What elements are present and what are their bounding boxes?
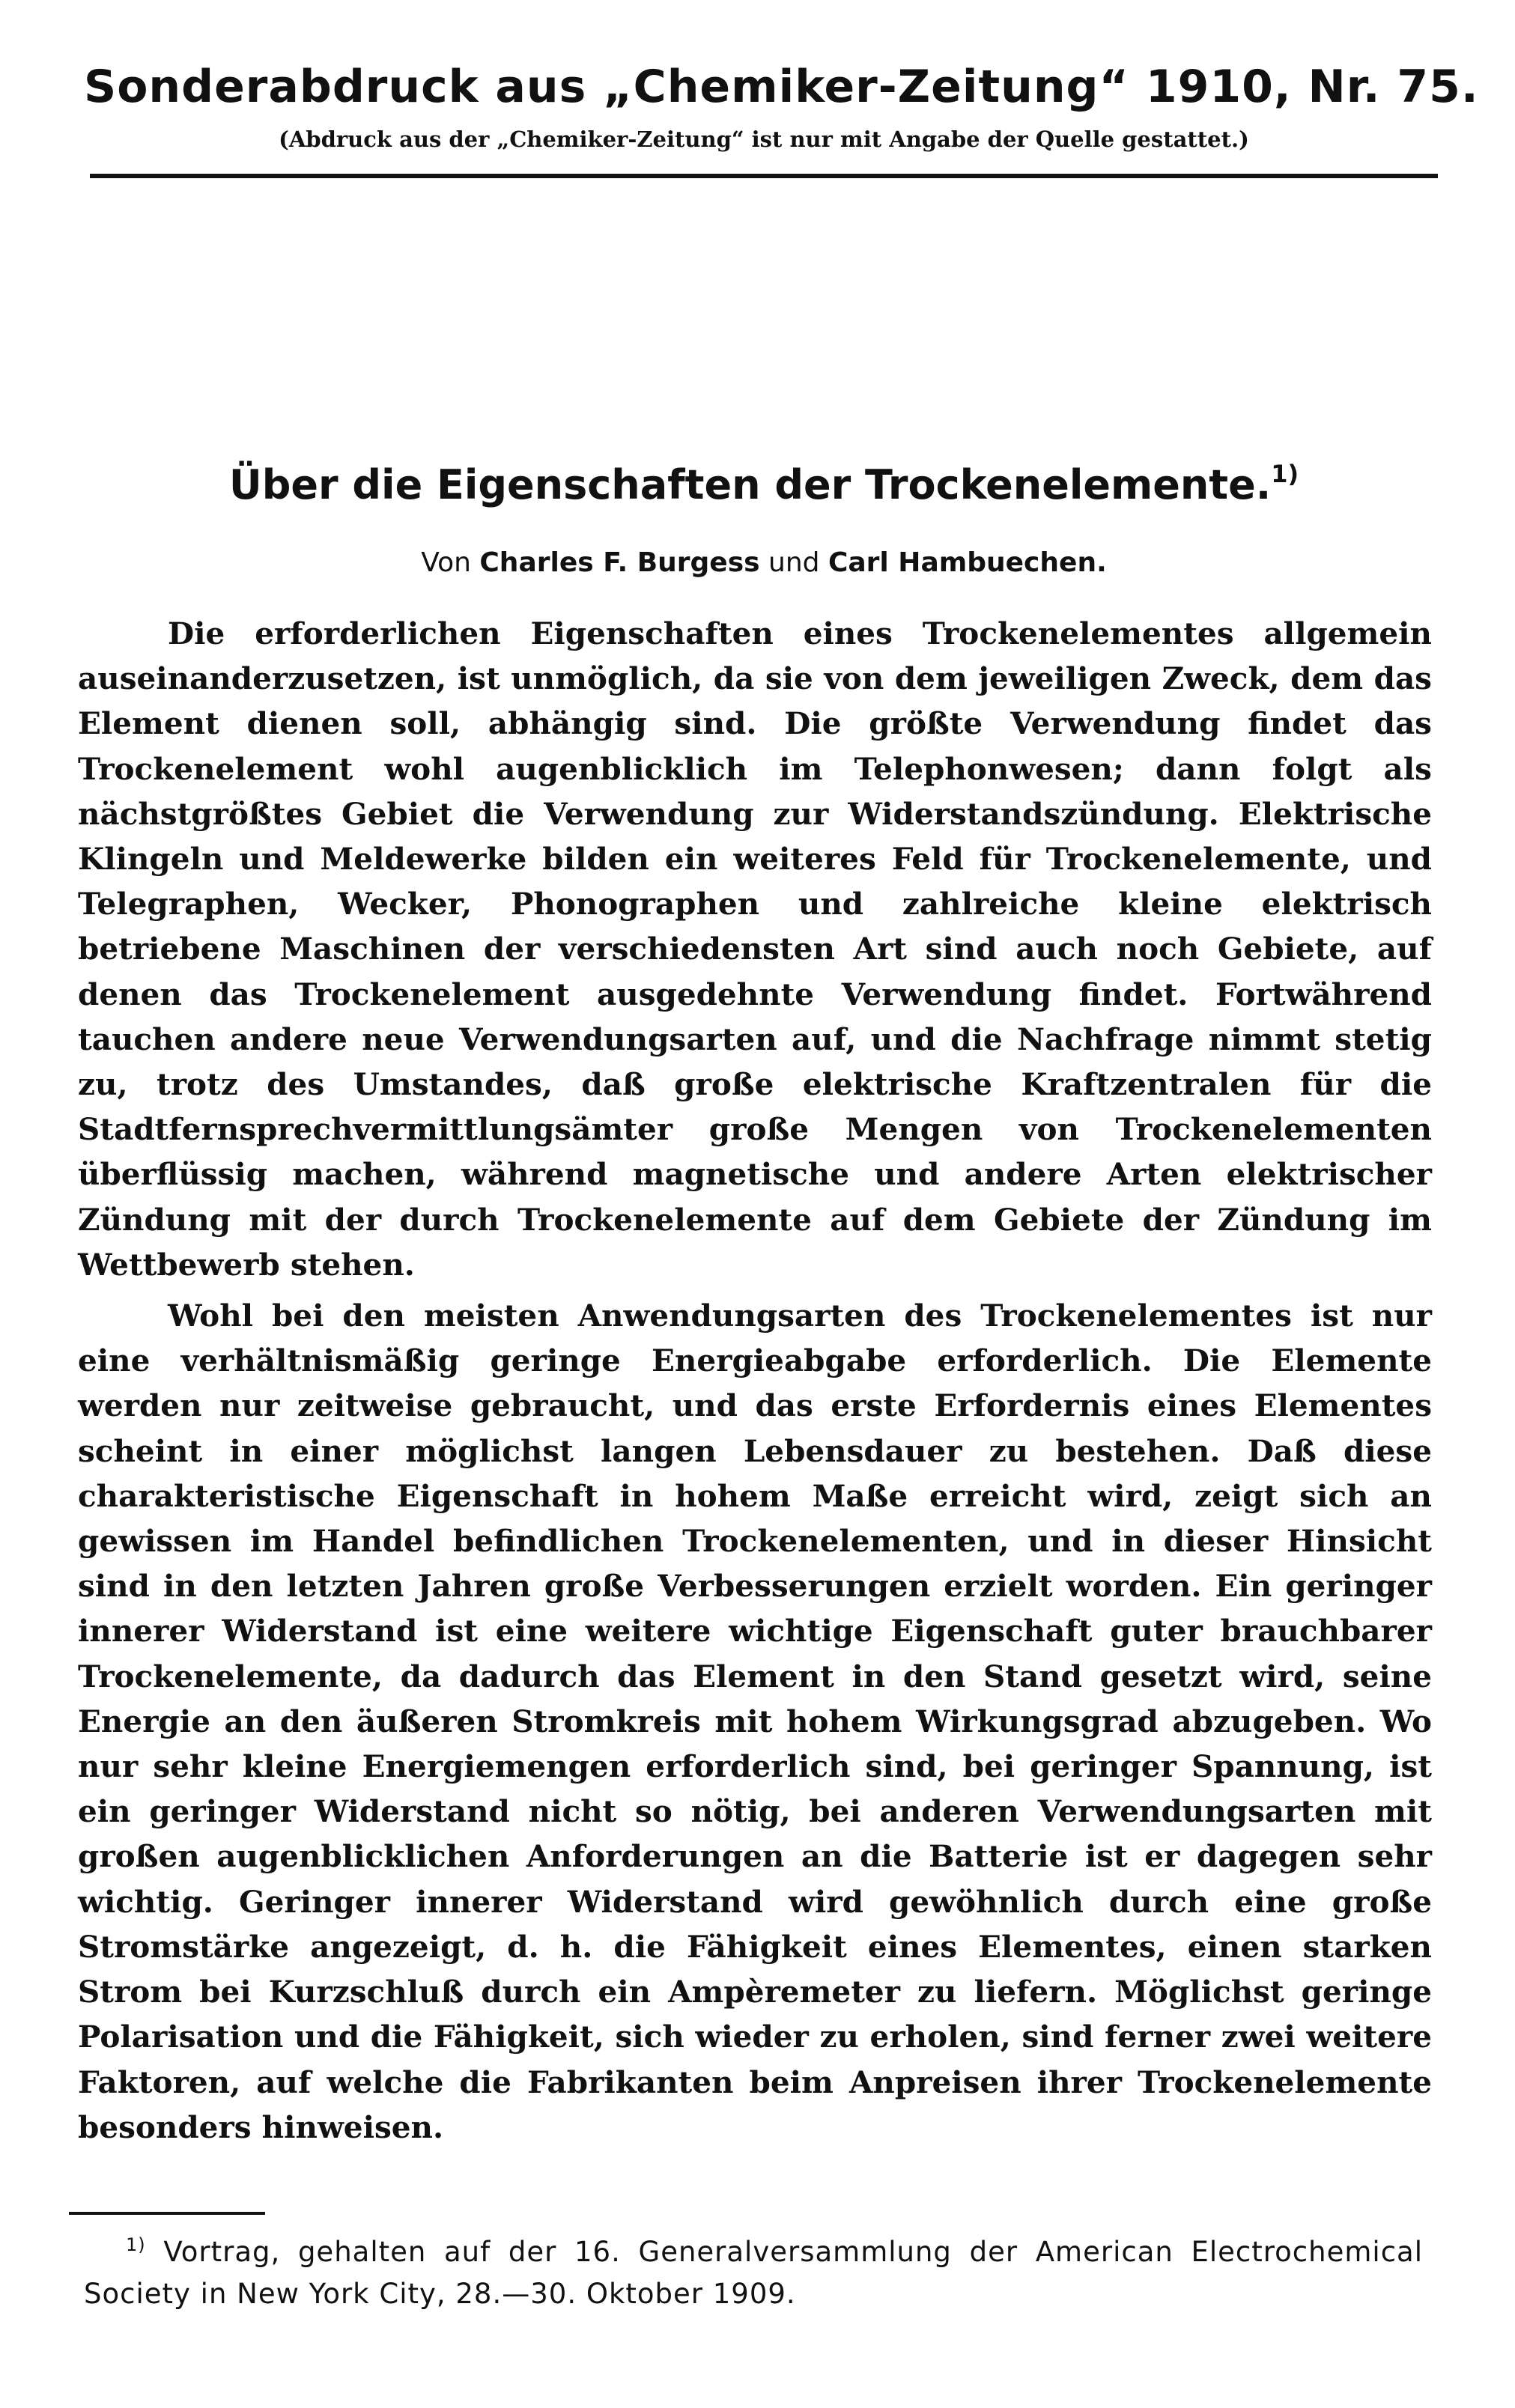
footnote-mark: 1) xyxy=(126,2234,146,2255)
header-rule xyxy=(90,174,1438,178)
article-title xyxy=(150,455,1378,515)
journal-header-title: Sonderabdruck aus „Chemiker-Zeitung“ 1910, Nr. 75. xyxy=(84,61,1479,113)
byline-prefix: Von xyxy=(421,547,471,578)
author-2: Carl Hambuechen. xyxy=(828,547,1107,578)
byline xyxy=(150,541,1378,586)
footnote xyxy=(84,2231,1423,2315)
body-paragraph-1: Die erforderlichen Eigenschaften eines Trockenelementes allgemein auseinanderzusetzen, ist unmöglich, da sie von dem jeweiligen Zweck, dem das Element dienen soll, abhängig sind. Die größte Verwendung findet das Trockenelement wohl augenblicklich im Telephonwesen; dann folgt als nächstgrößtes Gebiet die Verwendung zur Widerstandszündung. Elektrische Klingeln und Meldewerke bilden ein weiteres Feld für Trockenelemente, und Telegraphen, Wecker, Phonographen und zahlreiche kleine elektrisch betriebene Maschinen der verschiedensten Art sind auch noch Gebiete, auf denen das Trockenelement ausgedehnte Verwendung findet. Fortwährend tauchen andere neue Verwendungsarten auf, und die Nachfrage nimmt stetig zu, trotz des Umstandes, daß große elektrische Kraftzentralen für die Stadtfernsprechvermittlungsämter große Mengen von Trockenelementen überflüssig machen, während magnetische und andere Arten elektrischer Zündung mit der durch Trockenelemente auf dem Gebiete der Zündung im Wettbewerb stehen. xyxy=(78,615,1432,1283)
footnote-text: Vortrag, gehalten auf der 16. Generalversammlung der American Electrochemical Society in New York City, 28.—30. Oktober 1909. xyxy=(84,2236,1423,2310)
footnote-rule xyxy=(69,2212,265,2215)
author-1: Charles F. Burgess xyxy=(479,547,760,578)
title-footnote-mark: 1) xyxy=(1271,460,1299,488)
article-body xyxy=(78,611,1432,2150)
reprint-notice: (Abdruck aus der „Chemiker-Zeitung“ ist nur mit Angabe der Quelle gestattet.) xyxy=(279,127,1249,152)
article-title-text: Über die Eigenschaften der Trockenelemente. xyxy=(228,461,1272,508)
byline-conjunction: und xyxy=(768,547,820,578)
body-paragraph-2: Wohl bei den meisten Anwendungsarten des Trockenelementes ist nur eine verhältnismäßig geringe Energieabgabe erforderlich. Die Elemente werden nur zeitweise gebraucht, und das erste Erfordernis eines Elementes scheint in einer möglichst langen Lebensdauer zu bestehen. Daß diese charakteristische Eigenschaft in hohem Maße erreicht wird, zeigt sich an gewissen im Handel befindlichen Trockenelementen, und in dieser Hinsicht sind in den letzten Jahren große Verbesserungen erzielt worden. Ein geringer innerer Widerstand ist eine weitere wichtige Eigenschaft guter brauchbarer Trockenelemente, da dadurch das Element in den Stand gesetzt wird, seine Energie an den äußeren Stromkreis mit hohem Wirkungsgrad abzugeben. Wo nur sehr kleine Energiemengen erforderlich sind, bei geringer Spannung, ist ein geringer Widerstand nicht so nötig, bei anderen Verwendungsarten mit großen augenblicklichen Anforderungen an die Batterie ist er dagegen sehr wichtig. Geringer innerer Widerstand wird gewöhnlich durch eine große Stromstärke angezeigt, d. h. die Fähigkeit eines Elementes, einen starken Strom bei Kurzschluß durch ein Ampèremeter zu liefern. Möglichst geringe Polarisation und die Fähigkeit, sich wieder zu erholen, sind ferner zwei weitere Faktoren, auf welche die Fabrikanten beim Anpreisen ihrer Trockenelemente besonders hinweisen. xyxy=(78,1298,1432,2145)
